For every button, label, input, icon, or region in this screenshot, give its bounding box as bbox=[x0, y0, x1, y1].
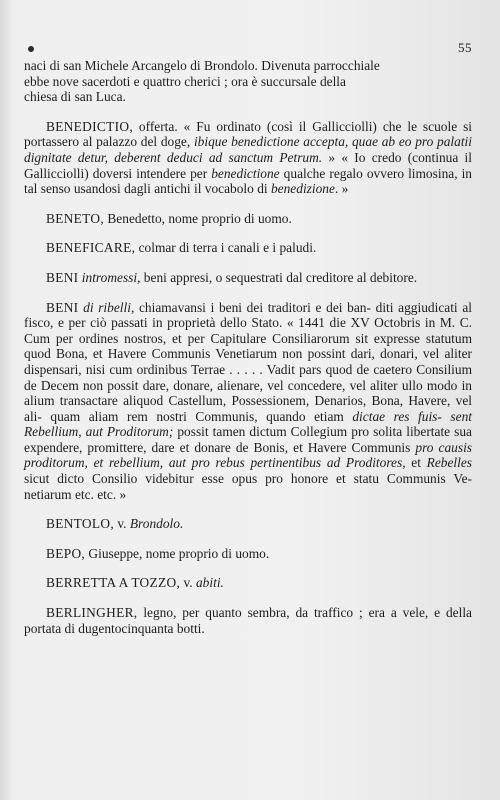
entry-text-italic: ibique benedictione bbox=[193, 134, 300, 150]
entry-text-italic: Rebelles bbox=[426, 455, 473, 471]
entry-text-italic: aut pro rebus pertinentibus ad Proditores, bbox=[168, 455, 406, 471]
entry-text-italic: abiti. bbox=[195, 575, 224, 591]
entry-headword: BENEFICARE, bbox=[46, 240, 136, 256]
entry-text: offerta. « Fu ordinato (così il Gallicciolli) che bbox=[132, 118, 402, 134]
entry-text-italic: pro causis proditorum, et rebellium, bbox=[24, 439, 472, 471]
entry-text: pro solita libertate sua expendere, promittere, dare et donare de bbox=[24, 424, 473, 455]
entry-text-italic: dictae res fuis- bbox=[352, 408, 442, 424]
entry-text: v. bbox=[114, 516, 130, 532]
entry-text: Bonis, et Havere Communis bbox=[253, 439, 416, 455]
entry-bepo bbox=[24, 546, 472, 562]
entry-text-italic: sent Rebellium, aut Proditorum; bbox=[24, 408, 472, 440]
entry-beneficare bbox=[24, 240, 472, 256]
entry-text: . » bbox=[334, 181, 349, 197]
entry-text: et bbox=[405, 455, 427, 471]
entry-headword: BENI bbox=[46, 269, 79, 285]
intro-paragraph bbox=[24, 58, 472, 105]
text-line: naci di san Michele Arcangelo di Brondolo. Divenuta parrocchiale bbox=[24, 58, 380, 73]
entry-text: chiamavansi i beni dei traditori e dei ban- bbox=[134, 299, 371, 315]
entry-text: aliter dispensari, nisi cum ordinibus Terrae . . . . . Vadit pars bbox=[24, 346, 472, 377]
entry-text-italic: di ribelli, bbox=[78, 299, 135, 315]
entry-text: quod de caetero Consilium de Decem non possit dare, donare, bbox=[24, 361, 472, 393]
entry-headword: BENI bbox=[46, 299, 79, 315]
page-number: 55 bbox=[458, 40, 472, 55]
text-line: ebbe nove sacerdoti e quattro cherici ; ora è succursale della bbox=[24, 73, 346, 89]
entry-text: alienare, vel concedere, vel aliter ullo modo in alium transactare bbox=[24, 377, 472, 409]
entry-beni-intromessi bbox=[24, 270, 472, 286]
entry-beni-ribelli bbox=[24, 300, 472, 503]
entry-beneto bbox=[24, 211, 472, 227]
entry-text: Giuseppe, nome proprio di uomo. bbox=[85, 545, 270, 561]
entry-text-italic: intromessi, bbox=[78, 269, 141, 285]
entry-text: a vele, e della portata di dugentocinquanta botti. bbox=[24, 605, 472, 636]
entry-berlingher bbox=[24, 605, 472, 636]
entry-text: colmar di terra i canali e i paludi. bbox=[135, 240, 317, 256]
entry-text: al debitore. bbox=[356, 269, 418, 285]
entry-text-italic: ad sanctum Petrum. bbox=[208, 149, 323, 165]
entry-text-italic: benedizione bbox=[270, 181, 335, 197]
entry-benedictio bbox=[24, 119, 472, 197]
entry-text: « 1441 die XV Octobris in M. C. Cum per ordines nostros, et bbox=[24, 315, 472, 346]
entry-text: diti aggiudicati al fisco, e per ciò passati in proprietà dello Stato. bbox=[24, 299, 472, 331]
entry-text: quam aliam rem nostri Communis, quando etiam bbox=[50, 408, 353, 424]
entry-headword: BENETO, bbox=[46, 210, 105, 226]
entry-headword: BERLINGHER, bbox=[46, 605, 138, 621]
entry-bentolo bbox=[24, 516, 472, 532]
entry-text: legno, per quanto sembra, da traffico ; era bbox=[137, 605, 385, 621]
entry-text: le scuole si portassero al palazzo del doge, bbox=[24, 118, 473, 150]
entry-text-italic: benedictione bbox=[211, 165, 280, 181]
entry-text: sicut dicto bbox=[24, 471, 85, 487]
entry-text: senso usandosi dagli antichi il vocabolo di bbox=[40, 181, 271, 197]
entry-text: beni appresi, o sequestrati dal creditore bbox=[140, 269, 354, 285]
entry-headword: BENEDICTIO, bbox=[46, 118, 133, 134]
entry-text: intendere per bbox=[136, 165, 212, 181]
entry-text: et Havere Communis Venetiarum non possint dari, donari, vel bbox=[92, 346, 440, 362]
entry-text: qualche regalo ovvero limosina, in tal bbox=[24, 165, 473, 197]
entry-text: aliquod Castellum, Possessionem, Denarios, Bona, Havere, vel ali- bbox=[24, 393, 472, 424]
entry-headword: BERRETTA A TOZZO, bbox=[46, 575, 181, 591]
entry-text: Consilio videbitur esse opus pro honore et statu Communis Ve- bbox=[91, 471, 472, 487]
text-line: chiesa di san Luca. bbox=[24, 89, 126, 105]
ink-spot bbox=[28, 46, 34, 52]
entry-text: Benedetto, nome proprio di uomo. bbox=[104, 210, 292, 226]
entry-berretta bbox=[24, 575, 472, 591]
entry-text-italic: Brondolo. bbox=[129, 516, 184, 532]
entry-text: » « Io credo (continua il Gallicciolli) doversi bbox=[24, 149, 472, 181]
entry-text: netiarum etc. etc. » bbox=[24, 486, 127, 502]
entry-headword: BENTOLO, bbox=[46, 516, 114, 532]
entry-text: possit tamen dictum Collegium bbox=[173, 424, 348, 440]
entry-text-italic: accepta, quae ab eo pro palatii dignitate detur, deberent deduci bbox=[24, 134, 473, 165]
page-body bbox=[24, 58, 472, 636]
entry-headword: BEPO, bbox=[46, 545, 86, 561]
entry-text: per Capitulare Consiliarorum sit expresse statutum quod Bona, bbox=[24, 330, 472, 362]
entry-text: v. bbox=[180, 575, 196, 591]
